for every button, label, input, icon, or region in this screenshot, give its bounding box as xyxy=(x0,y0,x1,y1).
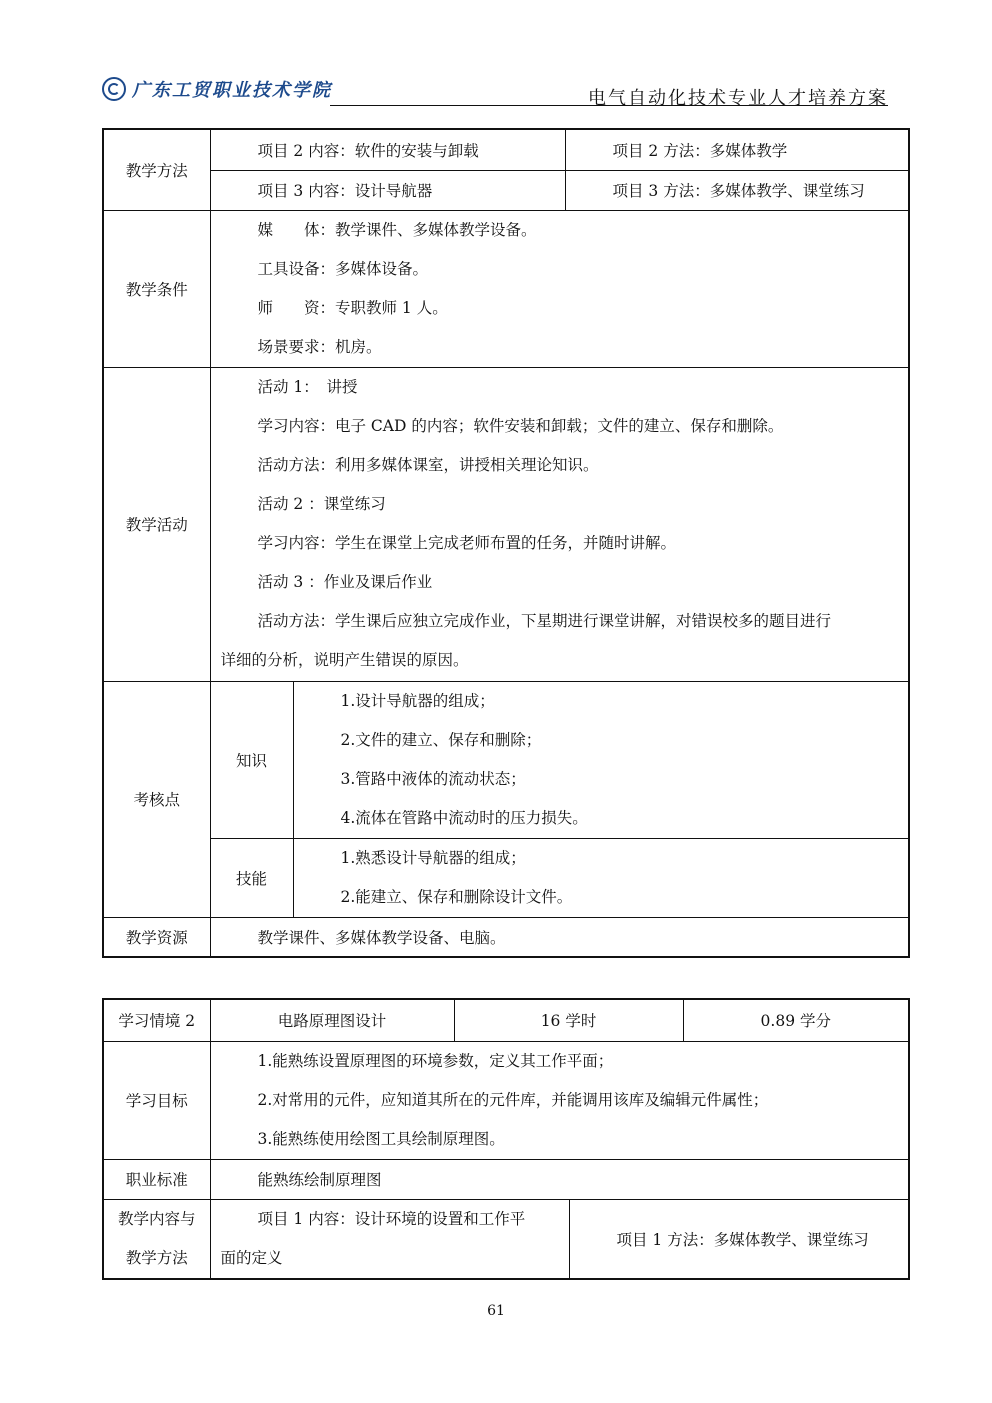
table-row xyxy=(103,367,909,681)
list-item: 2.能建立、保存和删除设计文件。 xyxy=(340,887,573,906)
list-item: 活动 3 ：作业及课后作业 xyxy=(257,573,433,591)
conditions-label: 教学条件 xyxy=(103,210,210,367)
skill-cell xyxy=(293,838,909,917)
list-item: 活动方法：利用多媒体课室，讲授相关理论知识。 xyxy=(257,456,599,474)
credits-value: 0.89 学分 xyxy=(683,999,909,1041)
table-row xyxy=(103,1159,909,1199)
table-row xyxy=(103,999,909,1041)
skill-label: 技能 xyxy=(210,838,293,917)
content-method-cell: 项目 1 方法：多媒体教学、课堂练习 xyxy=(569,1199,909,1279)
resources-label: 教学资源 xyxy=(103,917,210,957)
situation-name: 电路原理图设计 xyxy=(210,999,454,1041)
course-table-1 xyxy=(102,128,910,958)
course-table-2 xyxy=(102,998,910,1280)
method-content-2: 项目 2 内容：软件的安装与卸载 xyxy=(210,129,565,170)
content-line-2: 面的定义 xyxy=(220,1248,283,1267)
list-item: 1.设计导航器的组成； xyxy=(340,691,495,710)
table-row xyxy=(103,838,909,917)
method-content-3: 项目 3 内容：设计导航器 xyxy=(210,170,565,210)
page-header xyxy=(102,72,888,109)
school-logo xyxy=(102,76,332,102)
list-item: 媒 体：教学课件、多媒体教学设备。 xyxy=(257,220,537,239)
knowledge-cell xyxy=(293,681,909,838)
list-item: 活动 2 ：课堂练习 xyxy=(257,495,386,513)
table-row xyxy=(103,1041,909,1159)
content-line-1: 项目 1 内容：设计环境的设置和工作平 xyxy=(257,1209,526,1228)
content-method-label xyxy=(103,1199,210,1279)
list-item: 活动 1： 讲授 xyxy=(257,378,358,396)
table-row xyxy=(103,1199,909,1279)
content-label-line-2: 教学方法 xyxy=(125,1248,188,1267)
activities-cell xyxy=(210,367,909,681)
goals-cell xyxy=(210,1041,909,1159)
list-item: 1.熟悉设计导航器的组成； xyxy=(340,848,526,867)
table-row xyxy=(103,681,909,838)
list-item: 场景要求：机房。 xyxy=(257,337,382,356)
method-label: 教学方法 xyxy=(103,129,210,210)
content-cell xyxy=(210,1199,569,1279)
activities-label: 教学活动 xyxy=(103,367,210,681)
list-item: 3.能熟练使用绘图工具绘制原理图。 xyxy=(257,1129,505,1148)
table-row xyxy=(103,129,909,170)
document-title: 电气自动化技术专业人才培养方案 xyxy=(588,88,888,109)
list-item: 1.能熟练设置原理图的环境参数，定义其工作平面； xyxy=(257,1051,614,1070)
knowledge-label: 知识 xyxy=(210,681,293,838)
list-item: 学习内容：学生在课堂上完成老师布置的任务，并随时讲解。 xyxy=(257,534,677,552)
conditions-cell xyxy=(210,210,909,367)
list-item: 2.对常用的元件，应知道其所在的元件库，并能调用该库及编辑元件属性； xyxy=(257,1090,769,1109)
list-item: 3.管路中液体的流动状态； xyxy=(340,769,526,788)
page-number: 61 xyxy=(487,1303,505,1319)
list-item: 详细的分析，说明产生错误的原因。 xyxy=(220,651,469,669)
school-name: 广东工贸职业技术学院 xyxy=(132,80,332,101)
standard-cell: 能熟练绘制原理图 xyxy=(210,1159,909,1199)
hours-value: 16 学时 xyxy=(454,999,683,1041)
resources-cell: 教学课件、多媒体教学设备、电脑。 xyxy=(210,917,909,957)
content-label-line-1: 教学内容与 xyxy=(117,1209,196,1228)
table-row xyxy=(103,210,909,367)
table-row xyxy=(103,917,909,957)
table-row xyxy=(103,170,909,210)
list-item: 师 资：专职教师 1 人。 xyxy=(257,298,448,317)
assessment-label: 考核点 xyxy=(103,681,210,917)
goals-label: 学习目标 xyxy=(103,1041,210,1159)
list-item: 4.流体在管路中流动时的压力损失。 xyxy=(340,808,588,827)
method-method-2: 项目 2 方法：多媒体教学 xyxy=(565,129,909,170)
method-method-3: 项目 3 方法：多媒体教学、课堂练习 xyxy=(565,170,909,210)
list-item: 工具设备：多媒体设备。 xyxy=(257,259,429,278)
list-item: 活动方法：学生课后应独立完成作业，下星期进行课堂讲解，对错误校多的题目进行 xyxy=(257,612,832,630)
list-item: 学习内容：电子 CAD 的内容；软件安装和卸载；文件的建立、保存和删除。 xyxy=(257,417,784,435)
standard-label: 职业标准 xyxy=(103,1159,210,1199)
header-divider xyxy=(330,105,888,106)
list-item: 2.文件的建立、保存和删除； xyxy=(340,730,542,749)
situation-label: 学习情境 2 xyxy=(103,999,210,1041)
school-emblem-icon xyxy=(102,77,126,101)
